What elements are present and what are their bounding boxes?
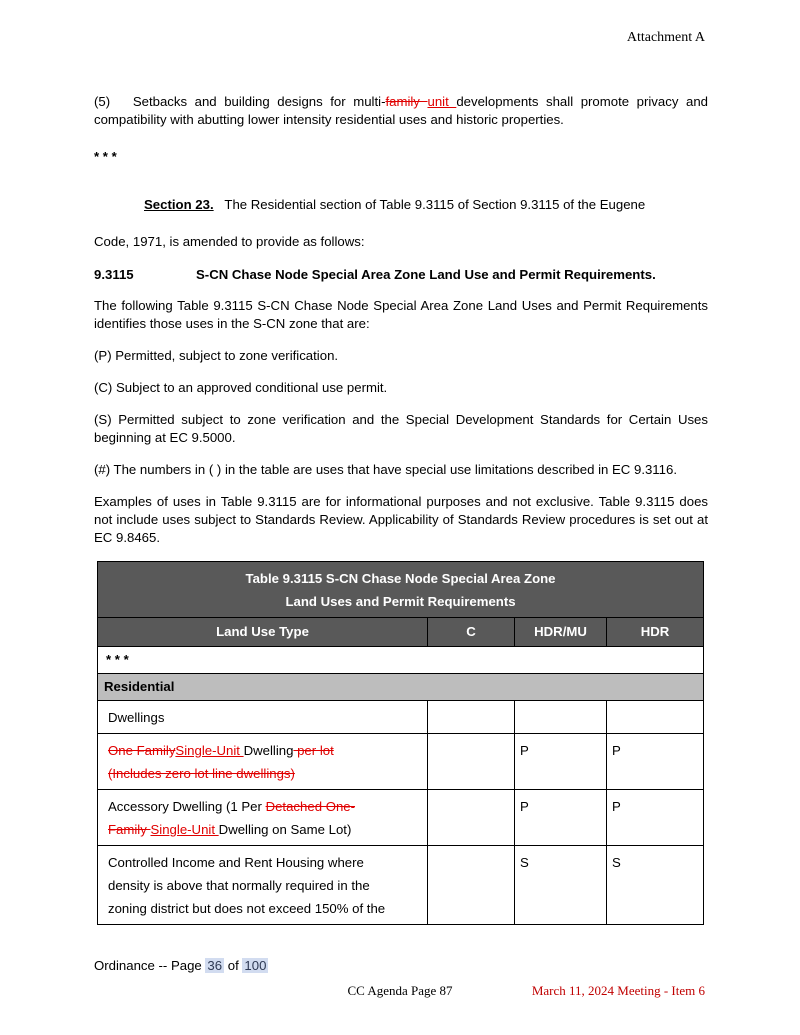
- permit-value-c: [428, 846, 515, 925]
- agenda-page-label: CC Agenda Page 87: [347, 983, 453, 998]
- ellipsis-row: [98, 647, 704, 674]
- attachment-label: Attachment A: [626, 30, 705, 45]
- permit-value-hdr: S: [607, 846, 704, 925]
- table-title-row: [98, 562, 704, 618]
- item-special-standards: (S) Permitted subject to zone verification and the Special Development Standards for Certain Uses beginning at EC 9.5000.: [94, 412, 708, 445]
- land-use-cell-dwellings: Dwellings: [98, 701, 428, 734]
- table-title-cell: [98, 562, 704, 618]
- permit-value-c: [428, 701, 515, 734]
- meeting-item-label: March 11, 2024 Meeting - Item 6: [531, 983, 705, 998]
- section-23-line2: Code, 1971, is amended to provide as follows:: [94, 234, 365, 249]
- permit-value-hdr-mu: P: [515, 734, 607, 790]
- section-23-label: Section 23.: [144, 197, 214, 212]
- residential-section-cell: Residential: [98, 674, 704, 701]
- accessory-dwelling-row: [98, 790, 704, 846]
- ellipsis-cell: * * *: [98, 647, 704, 674]
- permit-value-hdr-mu: P: [515, 790, 607, 846]
- page-current-highlight: 36: [207, 958, 223, 973]
- code-section-heading: [94, 266, 708, 284]
- section-23-text: The Residential section of Table 9.3115 of Section 9.3115 of the Eugene: [213, 197, 646, 212]
- item-special-limitations: (#) The numbers in ( ) in the table are uses that have special use limitations described in EC 9.3116.: [94, 462, 677, 477]
- permit-value-hdr: P: [607, 790, 704, 846]
- table-title-line2: Land Uses and Permit Requirements: [285, 594, 516, 609]
- column-header-hdr: HDR: [607, 618, 704, 647]
- document-content: [94, 93, 708, 925]
- item-permitted: (P) Permitted, subject to zone verification.: [94, 348, 339, 363]
- table-title-line1: Table 9.3115 S-CN Chase Node Special Area Zone: [245, 571, 556, 586]
- ordinance-of: of: [224, 958, 243, 973]
- controlled-income-housing-row: [98, 846, 704, 925]
- examples-paragraph: Examples of uses in Table 9.3115 are for informational purposes and not exclusive. Table 9.3115 does not include uses subject to Standards Review. Applicability of Standards Review procedures is set out at EC 9.8465.: [94, 494, 708, 545]
- column-header-c: C: [428, 618, 515, 647]
- asterisk-separator: * * *: [94, 149, 117, 164]
- column-header-hdr-mu: HDR/MU: [515, 618, 607, 647]
- item-conditional: (C) Subject to an approved conditional use permit.: [94, 380, 388, 395]
- ordinance-page-number: [94, 957, 268, 975]
- ordinance-prefix: Ordinance -- Page: [94, 958, 206, 973]
- intro-paragraph: The following Table 9.3115 S-CN Chase Node Special Area Zone Land Uses and Permit Requirements identifies those uses in the S-CN zone that are:: [94, 298, 708, 331]
- land-use-cell-single-unit-dwelling: One FamilySingle-Unit Dwelling per lot (Includes zero lot line dwellings): [98, 734, 428, 790]
- dwellings-row: [98, 701, 704, 734]
- paragraph-5-setbacks: (5) Setbacks and building designs for multi-family unit developments shall promote privacy and compatibility with abutting lower intensity residential uses and historic properties.: [94, 94, 708, 127]
- code-section-title: S-CN Chase Node Special Area Zone Land Use and Permit Requirements.: [196, 267, 656, 282]
- permit-value-c: [428, 734, 515, 790]
- permit-value-hdr-mu: S: [515, 846, 607, 925]
- permit-value-hdr-mu: [515, 701, 607, 734]
- section-23-paragraph: [94, 196, 708, 251]
- land-use-cell-controlled-income-housing: Controlled Income and Rent Housing where density is above that normally required in the zoning district but does not exceed 150% of the: [98, 846, 428, 925]
- column-header-land-use-type: Land Use Type: [98, 618, 428, 647]
- section-23-line1: [94, 196, 708, 214]
- code-section-number: 9.3115: [94, 267, 134, 282]
- land-use-cell-accessory-dwelling: Accessory Dwelling (1 Per Detached One- Family Single-Unit Dwelling on Same Lot): [98, 790, 428, 846]
- land-use-table: [97, 561, 704, 925]
- permit-value-c: [428, 790, 515, 846]
- permit-value-hdr: P: [607, 734, 704, 790]
- residential-section-row: [98, 674, 704, 701]
- single-unit-dwelling-row: [98, 734, 704, 790]
- permit-value-hdr: [607, 701, 704, 734]
- page-total-highlight: 100: [244, 958, 267, 973]
- column-header-row: [98, 618, 704, 647]
